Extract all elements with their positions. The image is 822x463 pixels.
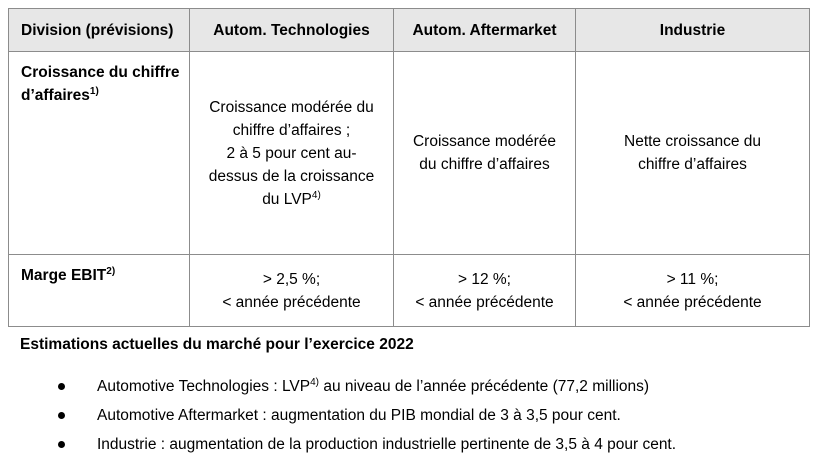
list-item: Industrie : augmentation de la production industrielle pertinente de 3,5 à 4 pour cent. [0, 430, 676, 459]
header-autom-aftermarket: Autom. Aftermarket [394, 9, 576, 52]
bullet-icon [58, 383, 65, 390]
estimates-list [0, 372, 676, 459]
table-header-row [9, 9, 810, 52]
bullet-icon [58, 412, 65, 419]
cell-growth-industrie: Nette croissance du chiffre d’affaires [576, 52, 810, 255]
cell-growth-technologies: Croissance modérée du chiffre d’affaires ; 2 à 5 pour cent au- dessus de la croissance du LVP$^{4)}$ [190, 52, 394, 255]
header-autom-technologies: Autom. Technologies [190, 9, 394, 52]
table-row-ebit [9, 255, 810, 327]
header-industrie: Industrie [576, 9, 810, 52]
list-item: Automotive Technologies : LVP$^{4)}$ au niveau de l’année précédente (77,2 millions) [0, 372, 676, 401]
footnote-4-marker: 4) [310, 376, 320, 388]
cell-ebit-aftermarket: > 12 %; < année précédente [394, 255, 576, 327]
footnote-1-marker: 1) [89, 85, 99, 97]
row-label-growth-line2: d’affaires [21, 87, 90, 104]
bullet-icon [58, 441, 65, 448]
forecast-table [8, 8, 810, 327]
table-row-growth [9, 52, 810, 255]
cell-growth-aftermarket: Croissance modérée du chiffre d’affaires [394, 52, 576, 255]
footnote-2-marker: 2) [106, 265, 116, 277]
header-division: Division (prévisions) [9, 9, 190, 52]
footnote-4-marker: 4) [311, 189, 321, 201]
row-label-growth [9, 52, 190, 255]
cell-ebit-technologies: > 2,5 %; < année précédente [190, 255, 394, 327]
cell-ebit-industrie: > 11 %; < année précédente [576, 255, 810, 327]
estimates-title: Estimations actuelles du marché pour l’exercice 2022 [20, 336, 414, 353]
list-item: Automotive Aftermarket : augmentation du PIB mondial de 3 à 3,5 pour cent. [0, 401, 676, 430]
row-label-ebit: Marge EBIT$^{2)}$ [9, 255, 190, 327]
row-label-growth-line1: Croissance du chiffre [21, 64, 180, 81]
